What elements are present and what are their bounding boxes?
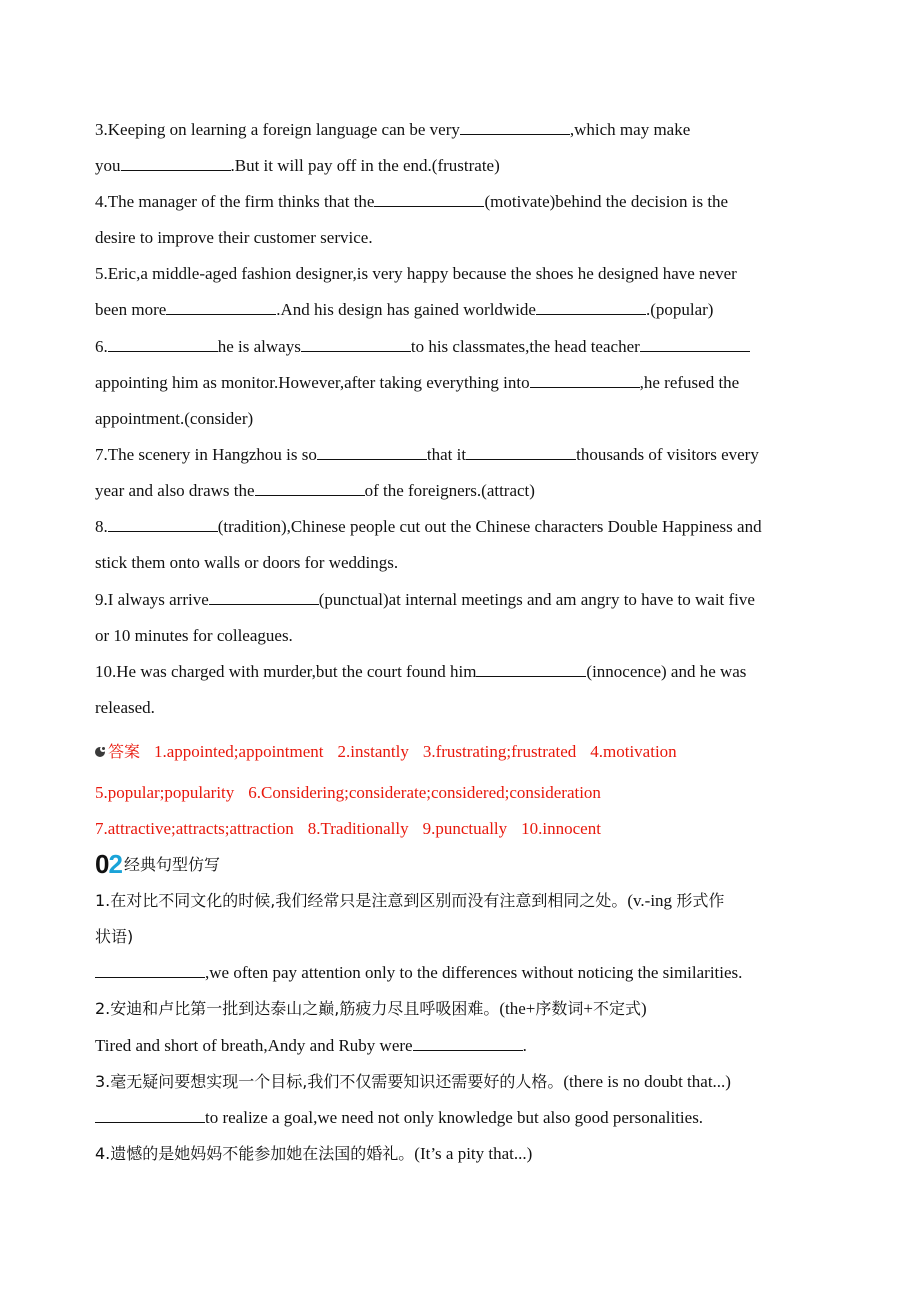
q6-text-b: he is always	[217, 337, 301, 356]
q8-text-c: stick them onto walls or doors for weddings.	[95, 553, 399, 572]
q7-blank-2[interactable]	[466, 444, 576, 460]
q7-text-d: year and also draws the	[95, 481, 255, 500]
question-10-line-2	[95, 697, 835, 719]
answer-item: 1.appointed;appointment	[154, 742, 324, 761]
answer-item: 8.Traditionally	[307, 819, 409, 838]
s2-hint-close: )	[641, 999, 647, 1018]
s2-chinese: 2.安迪和卢比第一批到达泰山之巅,筋疲力尽且呼吸困难。	[95, 999, 500, 1018]
answer-row-1	[95, 741, 835, 763]
s1-hint-cn: 形式作	[676, 891, 725, 910]
q7-text-e: of the foreigners.(attract)	[364, 481, 535, 500]
s1-hint-cn-2: 状语)	[95, 927, 134, 946]
q6-text-f: appointment.(consider)	[95, 409, 254, 428]
question-6-line-2	[95, 372, 835, 394]
q8-text-b: (tradition),Chinese people cut out the Chinese characters Double Happiness and	[217, 517, 762, 536]
section-title: 经典句型仿写	[123, 855, 220, 874]
q6-blank-4[interactable]	[530, 372, 640, 388]
q7-text-b: that it	[426, 445, 467, 464]
s2-english-a: Tired and short of breath,Andy and Ruby were	[95, 1036, 413, 1055]
q6-text-d: appointing him as monitor.However,after taking everything into	[95, 373, 530, 392]
s3-blank[interactable]	[95, 1107, 205, 1123]
answer-item: 2.instantly	[337, 742, 409, 761]
q10-text-c: released.	[95, 698, 155, 717]
question-5-line-1	[95, 263, 835, 285]
question-4-line-2	[95, 227, 835, 249]
q7-text-c: thousands of visitors every	[576, 445, 759, 464]
question-4-line-1	[95, 191, 835, 213]
q7-blank-3[interactable]	[255, 480, 365, 496]
q6-text-c: to his classmates,the head teacher	[410, 337, 640, 356]
answer-item: 5.popular;popularity	[95, 783, 235, 802]
answer-item: 7.attractive;attracts;attraction	[95, 819, 294, 838]
s2-hint-cn-2: 不定式	[593, 999, 642, 1018]
section-number-digit-0: 0	[95, 849, 109, 879]
section-heading	[95, 849, 220, 879]
q5-blank-2[interactable]	[536, 299, 646, 315]
question-5-line-2	[95, 299, 835, 321]
sentence-3-prompt	[95, 1071, 835, 1093]
s1-chinese: 1.在对比不同文化的时候,我们经常只是注意到区别而没有注意到相同之处。	[95, 891, 628, 910]
question-7-line-2	[95, 480, 835, 502]
q3-text-a: 3.Keeping on learning a foreign language can be very	[95, 120, 460, 139]
s2-english-b: .	[522, 1036, 527, 1055]
question-10-line-1	[95, 661, 835, 683]
s1-blank[interactable]	[95, 962, 205, 978]
q7-text-a: 7.The scenery in Hangzhou is so	[95, 445, 317, 464]
q3-text-d: .But it will pay off in the end.(frustrate)	[230, 156, 500, 175]
q5-blank-1[interactable]	[166, 299, 276, 315]
q4-text-a: 4.The manager of the firm thinks that the	[95, 192, 375, 211]
q6-text-a: 6.	[95, 337, 108, 356]
s3-english: to realize a goal,we need not only knowledge but also good personalities.	[205, 1108, 704, 1127]
answer-item: 9.punctually	[422, 819, 508, 838]
s1-english: ,we often pay attention only to the differences without noticing the similarities.	[205, 963, 743, 982]
answer-item: 10.innocent	[521, 819, 601, 838]
q4-text-c: desire to improve their customer service.	[95, 228, 373, 247]
answer-key-icon	[95, 746, 107, 758]
q3-text-b: ,which may make	[569, 120, 691, 139]
q4-blank-1[interactable]	[374, 191, 484, 207]
q10-text-b: (innocence) and he was	[586, 662, 747, 681]
q9-text-b: (punctual)at internal meetings and am angry to have to wait five	[318, 590, 755, 609]
q9-text-a: 9.I always arrive	[95, 590, 209, 609]
s2-hint-plus: +	[583, 999, 593, 1018]
sentence-4-prompt	[95, 1143, 835, 1165]
q8-text-a: 8.	[95, 517, 108, 536]
q10-blank-1[interactable]	[476, 661, 586, 677]
q5-text-a: 5.Eric,a middle-aged fashion designer,is very happy because the shoes he designed have never	[95, 264, 737, 283]
sentence-1-answer-line	[95, 962, 835, 984]
q4-text-b: (motivate)behind the decision is the	[484, 192, 729, 211]
q6-text-e: ,he refused the	[639, 373, 740, 392]
q6-blank-1[interactable]	[108, 336, 218, 352]
q6-blank-3[interactable]	[640, 336, 750, 352]
q3-blank-2[interactable]	[121, 155, 231, 171]
q5-text-b: been more	[95, 300, 167, 319]
s2-hint: (the+	[499, 999, 536, 1018]
sentence-3-answer-line	[95, 1107, 835, 1129]
question-6-line-3	[95, 408, 835, 430]
s3-hint: (there is no doubt that...)	[563, 1072, 731, 1091]
s2-hint-cn: 序数词	[535, 999, 584, 1018]
s4-hint: (It’s a pity that...)	[414, 1144, 533, 1163]
q8-blank-1[interactable]	[108, 516, 218, 532]
question-8-line-1	[95, 516, 835, 538]
q9-text-c: or 10 minutes for colleagues.	[95, 626, 293, 645]
answer-item: 6.Considering;considerate;considered;consideration	[248, 783, 601, 802]
s2-blank[interactable]	[413, 1035, 523, 1051]
s1-hint: (v.-ing	[627, 891, 673, 910]
section-number-digit-2: 2	[108, 849, 123, 879]
s4-chinese: 4.遗憾的是她妈妈不能参加她在法国的婚礼。	[95, 1144, 415, 1163]
q7-blank-1[interactable]	[317, 444, 427, 460]
sentence-1-prompt	[95, 890, 835, 912]
q5-text-d: .(popular)	[645, 300, 714, 319]
question-3-line-1	[95, 119, 835, 141]
q6-blank-2[interactable]	[301, 336, 411, 352]
q3-blank-1[interactable]	[460, 119, 570, 135]
q3-text-c: you	[95, 156, 121, 175]
q9-blank-1[interactable]	[209, 589, 319, 605]
answer-label: 答案	[108, 742, 141, 761]
answer-row-3	[95, 818, 835, 840]
sentence-1-prompt-cont	[95, 926, 835, 948]
question-3-line-2	[95, 155, 835, 177]
s3-chinese: 3.毫无疑问要想实现一个目标,我们不仅需要知识还需要好的人格。	[95, 1072, 564, 1091]
q10-text-a: 10.He was charged with murder,but the court found him	[95, 662, 477, 681]
question-8-line-2	[95, 552, 835, 574]
question-9-line-1	[95, 589, 835, 611]
question-7-line-1	[95, 444, 835, 466]
question-9-line-2	[95, 625, 835, 647]
sentence-2-prompt	[95, 998, 835, 1020]
answer-item: 3.frustrating;frustrated	[422, 742, 577, 761]
sentence-2-answer-line	[95, 1035, 835, 1057]
question-6-line-1	[95, 336, 835, 358]
answer-row-2	[95, 782, 835, 804]
answer-item: 4.motivation	[590, 742, 677, 761]
q5-text-c: .And his design has gained worldwide	[276, 300, 536, 319]
